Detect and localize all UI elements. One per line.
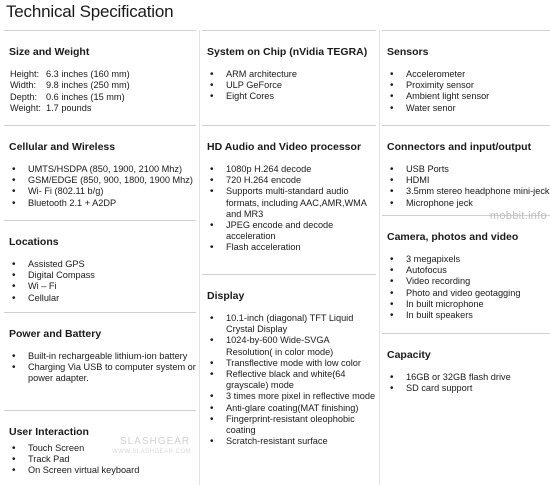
sensors-section <box>382 30 550 114</box>
spec-list <box>382 164 550 209</box>
list-item: • UMTS/HSDPA (850, 1900, 2100 Mhz) <box>10 164 196 175</box>
camera-section <box>382 215 550 321</box>
list-item: • In built microphone <box>388 299 550 310</box>
section-heading: HD Audio and Video processor <box>207 141 362 153</box>
list-item: • GSM/EDGE (850, 900, 1800, 1900 Mhz) <box>10 175 196 186</box>
list-item: • Reflective black and white(64 grayscale) mode <box>208 369 376 391</box>
column-right <box>382 30 550 485</box>
list-item: • ARM architecture <box>208 69 376 80</box>
spec-list <box>4 164 196 209</box>
list-item: • Eight Cores <box>208 91 376 102</box>
list-item: • Transflective mode with low color <box>208 358 376 369</box>
spec-list <box>382 69 550 114</box>
list-item: • Accelerometer <box>388 69 550 80</box>
spec-list <box>382 254 550 321</box>
list-item: • 10.1-inch (diagonal) TFT Liquid Crystal Display <box>208 313 376 335</box>
hd-audio-video-section <box>202 125 376 254</box>
column-left <box>4 30 196 485</box>
list-item: • Ambient light sensor <box>388 91 550 102</box>
section-heading: Camera, photos and video <box>387 231 519 243</box>
list-item: • Flash acceleration <box>208 242 376 253</box>
list-item: • Supports multi-standard audio formats, including AAC,AMR,WMA and MR3 <box>208 186 376 220</box>
list-item: • JPEG encode and decode acceleration <box>208 220 376 242</box>
list-item: • HDMI <box>388 175 550 186</box>
section-heading: System on Chip (nVidia TEGRA) <box>207 46 368 58</box>
list-item: • Autofocus <box>388 265 550 276</box>
spec-list <box>4 259 196 304</box>
list-item: • Bluetooth 2.1 + A2DP <box>10 198 196 209</box>
list-item: • 1024-by-600 Wide-SVGA Resolution( in color mode) <box>208 335 376 357</box>
column-divider <box>379 30 380 485</box>
page-title: Technical Specification <box>6 2 174 21</box>
section-heading: Connectors and input/output <box>387 141 532 153</box>
spec-row: Weight: 1.7 pounds <box>10 102 92 113</box>
list-item: • Video recording <box>388 276 550 287</box>
list-item: • Anti-glare coating(MAT finishing) <box>208 403 376 414</box>
spec-list <box>4 351 196 385</box>
list-item: • 16GB or 32GB flash drive <box>388 372 550 383</box>
size-weight-section <box>4 30 196 114</box>
list-item: • 3.5mm stereo headphone mini-jeck <box>388 186 550 197</box>
spec-list <box>382 372 550 394</box>
display-section <box>202 274 376 447</box>
spec-list <box>202 164 376 254</box>
soc-section <box>202 30 376 103</box>
connectors-section <box>382 125 550 209</box>
list-item: • Charging Via USB to computer system or power adapter. <box>10 362 196 384</box>
column-divider <box>199 30 200 485</box>
watermark-slashgear-url: WWW.SLASHGEAR.COM <box>112 449 192 455</box>
spec-row: Height: 6.3 inches (160 mm) <box>10 69 130 79</box>
section-heading: Capacity <box>387 349 431 361</box>
spec-list <box>202 69 376 103</box>
list-item: • Proximity sensor <box>388 80 550 91</box>
list-item: • Track Pad <box>10 454 196 465</box>
capacity-section <box>382 333 550 394</box>
list-item: • 3 megapixels <box>388 254 550 265</box>
list-item: • On Screen virtual keyboard <box>10 465 196 476</box>
locations-section <box>4 220 196 304</box>
list-item: • USB Ports <box>388 164 550 175</box>
list-item: • Touch Screen <box>10 443 196 454</box>
section-heading: Sensors <box>387 46 429 58</box>
spec-row: Depth: 0.6 inches (15 mm) <box>10 91 125 102</box>
list-item: • Built-in rechargeable lithium-ion battery <box>10 351 196 362</box>
list-item: • 1080p H.264 decode <box>208 164 376 175</box>
list-item: • SD card support <box>388 383 550 394</box>
list-item: • Wi – Fi <box>10 281 196 292</box>
watermark-slashgear: SLASHGEAR <box>120 436 191 447</box>
section-heading: Locations <box>9 236 59 248</box>
spec-list <box>202 313 376 447</box>
list-item: • Assisted GPS <box>10 259 196 270</box>
list-item: • 3 times more pixel in reflective mode <box>208 391 376 402</box>
list-item: • Digital Compass <box>10 270 196 281</box>
spec-row: Width: 9.8 inches (250 mm) <box>10 80 130 91</box>
list-item: • Scratch-resistant surface <box>208 436 376 447</box>
watermark-mobbit: mobbit.info <box>489 210 547 222</box>
list-item: • 720 H.264 encode <box>208 175 376 186</box>
list-item: • Photo and video geotagging <box>388 288 550 299</box>
column-middle <box>202 30 376 485</box>
list-item: • Cellular <box>10 293 196 304</box>
list-item: • In built speakers <box>388 310 550 321</box>
section-heading: User Interaction <box>9 426 89 438</box>
list-item: • Wi- Fi (802.11 b/g) <box>10 186 196 197</box>
section-heading: Size and Weight <box>9 46 90 58</box>
list-item: • Microphone jeck <box>388 198 550 209</box>
cellular-section <box>4 125 196 209</box>
power-section <box>4 312 196 385</box>
list-item: • ULP GeForce <box>208 80 376 91</box>
section-heading: Power and Battery <box>9 328 102 340</box>
list-item: • Water senor <box>388 103 550 114</box>
section-heading: Cellular and Wireless <box>9 141 116 153</box>
section-heading: Display <box>207 290 245 302</box>
list-item: • Fingerprint-resistant oleophobic coating <box>208 414 376 436</box>
